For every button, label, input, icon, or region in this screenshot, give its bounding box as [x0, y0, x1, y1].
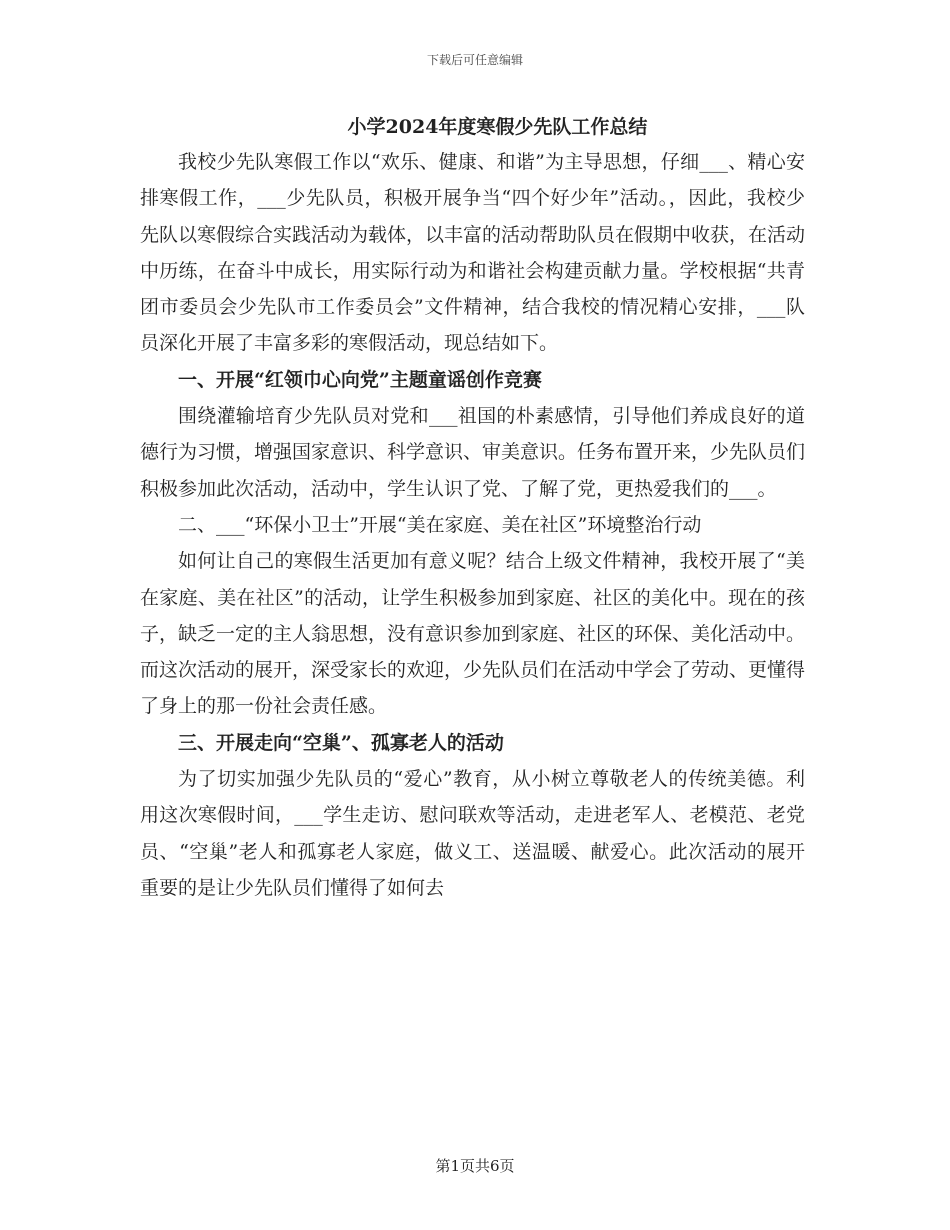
document-body — [140, 144, 805, 906]
section-1-paragraph: 围绕灌输培育少先队员对党和___祖国的朴素感情，引导他们养成良好的道德行为习惯，增强国家意识、科学意识、审美意识。任务布置开来，少先队员们积极参加此次活动，活动中，学生认识了党、了解了党，更热爱我们的___。 — [140, 405, 806, 500]
page-header-note: 下载后可任意编辑 — [426, 53, 523, 67]
document-title: 小学2024年度寒假少先队工作总结 — [347, 116, 648, 138]
section-heading-3: 三、开展走向“空巢”、孤寡老人的活动 — [178, 731, 504, 754]
section-3-paragraph: 为了切实加强少先队员的“爱心”教育，从小树立尊敬老人的传统美德。利用这次寒假时间，___学生走访、慰问联欢等活动，走进老军人、老模范、老党员、“空巢”老人和孤寡老人家庭，做义工、送温暖、献爱心。此次活动的展开重要的是让少先队员们懂得了如何去 — [140, 768, 805, 899]
section-heading-1: 一、开展“红领巾心向党”主题童谣创作竞赛 — [178, 368, 542, 391]
section-2-paragraph: 如何让自己的寒假生活更加有意义呢？结合上级文件精神，我校开展了“美在家庭、美在社区”的活动，让学生积极参加到家庭、社区的美化中。现在的孩子，缺乏一定的主人翁思想，没有意识参加到家庭、社区的环保、美化活动中。而这次活动的展开，深受家长的欢迎，少先队员们在活动中学会了劳动、更懂得了身上的那一份社会责任感。 — [140, 550, 806, 718]
section-heading-2: 二、___“环保小卫士”开展“美在家庭、美在社区”环境整治行动 — [178, 513, 702, 536]
intro-paragraph: 我校少先队寒假工作以“欢乐、健康、和谐”为主导思想，仔细___、精心安排寒假工作，___少先队员，积极开展争当“四个好少年”活动。，因此，我校少先队以寒假综合实践活动为载体，以丰富的活动帮助队员在假期中收获，在活动中历练，在奋斗中成长，用实际行动为和谐社会构建贡献力量。学校根据“共青团市委员会少先队市工作委员会”文件精神，结合我校的情况精心安排，___队员深化开展了丰富多彩的寒假活动，现总结如下。 — [140, 151, 806, 355]
page-number-footer: 第1页共6页 — [435, 1157, 515, 1175]
